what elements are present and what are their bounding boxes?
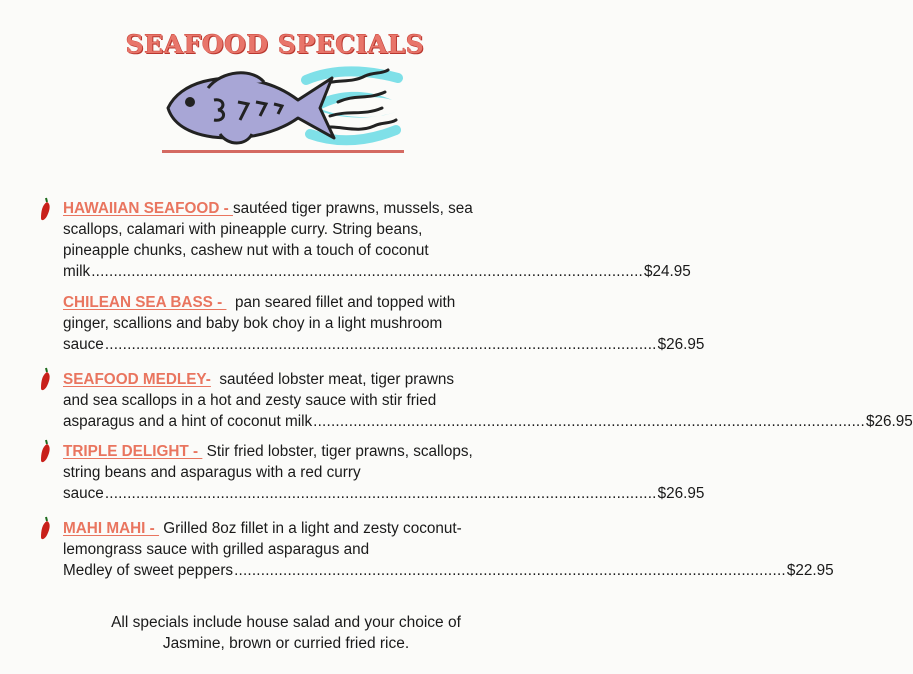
leader-dots: ............................................................................................................................ [234,562,786,579]
item-description: Stir fried lobster, tiger prawns, scallops, [202,443,473,460]
item-price: $26.95 [657,336,705,353]
menu-item-triple-delight [63,441,705,504]
item-description: ginger, scallions and baby bok choy in a light mushroom [63,315,443,332]
item-description: Medley of sweet peppers [63,562,234,579]
item-price: $24.95 [644,263,691,280]
item-description: sauce [63,336,104,353]
fish-illustration [160,64,410,148]
item-description: sautéed tiger prawns, mussels, sea [232,200,473,217]
item-name: TRIPLE DELIGHT - [63,443,203,460]
chili-pepper-icon [38,515,52,541]
item-description: string beans and asparagus with a red curry [63,464,361,481]
footer-note [0,612,572,654]
item-description: sautéed lobster meat, tiger prawns [210,371,455,388]
menu-item-mahi-mahi [63,518,834,581]
item-description: milk [63,263,91,280]
menu-item-seafood-medley [63,369,913,432]
item-price: $26.95 [657,485,705,502]
item-price: $26.95 [865,413,913,430]
chili-pepper-icon [38,366,52,392]
title-divider [162,150,404,153]
item-name: MAHI MAHI - [63,520,160,537]
leader-dots: ............................................................................................................................ [91,263,643,280]
item-description: sauce [63,485,104,502]
chili-pepper-icon [38,438,52,464]
item-description: pineapple chunks, cashew nut with a touch of coconut [63,242,429,259]
item-description: Grilled 8oz fillet in a light and zesty coconut- [159,520,462,537]
item-name: CHILEAN SEA BASS - [63,294,227,311]
item-name: SEAFOOD MEDLEY- [63,371,211,388]
footer-line: All specials include house salad and your choice of [111,614,461,631]
item-name: HAWAIIAN SEAFOOD - [63,200,233,217]
menu-item-chilean-sea-bass [63,292,705,355]
page-title: SEAFOOD SPECIALS [125,30,425,59]
item-description: scallops, calamari with pineapple curry. String beans, [63,221,423,238]
item-description: asparagus and a hint of coconut milk [63,413,313,430]
item-description: pan seared fillet and topped with [226,294,456,311]
item-description: lemongrass sauce with grilled asparagus and [63,541,370,558]
chili-pepper-icon [38,196,52,222]
item-price: $22.95 [786,562,834,579]
leader-dots: ............................................................................................................................ [104,336,657,353]
footer-line: Jasmine, brown or curried fried rice. [162,635,410,652]
leader-dots: ............................................................................................................................ [313,413,865,430]
leader-dots: ............................................................................................................................ [104,485,657,502]
item-description: and sea scallops in a hot and zesty sauce with stir fried [63,392,437,409]
menu-item-hawaiian-seafood [63,198,691,282]
